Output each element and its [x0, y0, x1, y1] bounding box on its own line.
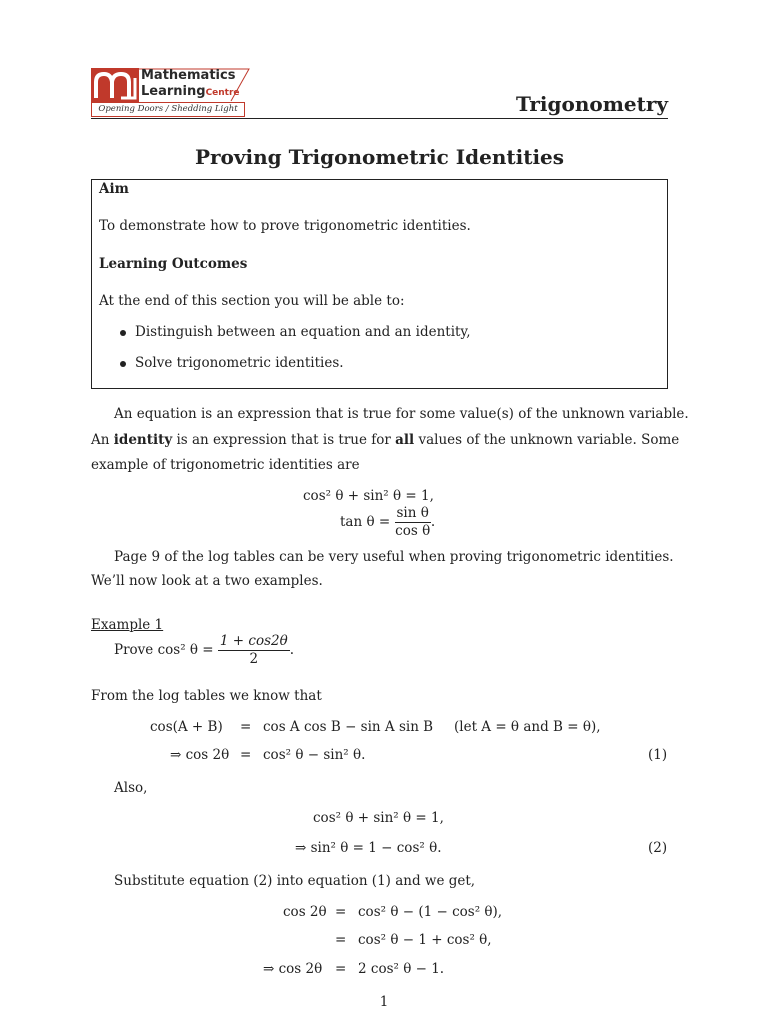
eq-t2-rhs: cos² θ − 1 + cos² θ, — [358, 932, 492, 948]
header-rule — [91, 118, 668, 119]
eq-s2: ⇒ sin² θ = 1 − cos² θ. — [295, 840, 442, 856]
intro-text: is an expression that is true for — [172, 432, 396, 448]
intro-text: An — [91, 432, 114, 448]
eq-t1-rhs: cos² θ − (1 − cos² θ), — [358, 904, 503, 920]
substitute-text: Substitute equation (2) into equation (1) and we get, — [114, 873, 476, 889]
logo-line2-suffix: Centre — [205, 88, 240, 98]
all-term: all — [395, 432, 415, 448]
eq-t3-lhs: ⇒ cos 2θ — [263, 961, 323, 977]
eq-r1-lhs: cos(A + B) — [150, 719, 223, 735]
outcomes-intro: At the end of this section you will be able to: — [99, 293, 405, 309]
logo-line1: Mathematics — [141, 68, 236, 83]
mlc-logo — [91, 68, 251, 117]
outcome-text: Distinguish between an equation and an identity, — [135, 324, 471, 340]
logtables-line-2: We’ll now look at a two examples. — [91, 573, 323, 589]
intro-line-2 — [91, 431, 679, 449]
outcome-item — [120, 354, 344, 372]
prove-prefix: Prove cos² θ = — [114, 642, 214, 658]
also-text: Also, — [114, 780, 148, 796]
eq-s1: cos² θ + sin² θ = 1, — [313, 810, 444, 826]
tangent-lhs: tan θ = — [340, 514, 391, 530]
aim-heading: Aim — [99, 181, 129, 197]
eq-sign: = — [240, 719, 252, 735]
aim-text: To demonstrate how to prove trigonometric identities. — [99, 218, 471, 234]
tangent-numerator: sin θ — [396, 505, 429, 521]
example-label: Example 1 — [91, 617, 164, 633]
eq-sign: = — [240, 747, 252, 763]
eq-t3-rhs: 2 cos² θ − 1. — [358, 961, 445, 977]
eq-sign: = — [335, 961, 347, 977]
example-numerator: 1 + cos2θ — [219, 633, 288, 649]
intro-line-1: An equation is an expression that is true for some value(s) of the unknown variable. — [114, 406, 689, 422]
eq-r1-note: (let A = θ and B = θ), — [454, 719, 601, 735]
equation-tag-2: (2) — [648, 840, 668, 856]
eq-t1-lhs: cos 2θ — [283, 904, 327, 920]
logo-line2 — [141, 84, 240, 99]
page-title: Proving Trigonometric Identities — [194, 145, 565, 169]
eq-r1-rhs: cos A cos B − sin A sin B — [263, 719, 434, 735]
bullet-icon — [120, 330, 126, 336]
identity-tangent: tan θ = $\frac{\text{sin θ}}{\text{cos θ}}$ . — [340, 505, 436, 539]
identity-pythagorean: cos² θ + sin² θ = 1, — [303, 488, 434, 504]
eq-sign: = — [335, 932, 347, 948]
eq-sign: = — [335, 904, 347, 920]
outcome-item — [120, 323, 471, 341]
logo-line2-main: Learning — [141, 84, 206, 99]
logtables-line-1: Page 9 of the log tables can be very useful when proving trigonometric identities. — [114, 549, 674, 565]
example-denominator: 2 — [249, 651, 259, 667]
identity-term: identity — [113, 432, 173, 448]
logo-tagline: Opening Doors / Shedding Light — [91, 102, 245, 117]
tangent-denominator: cos θ — [395, 523, 431, 539]
bullet-icon — [120, 361, 126, 367]
outcome-text: Solve trigonometric identities. — [135, 355, 344, 371]
example-statement: Prove cos² θ = $\frac{1 + \cos 2\theta}{2}$ . — [114, 633, 295, 667]
intro-text: values of the unknown variable. Some — [414, 432, 680, 448]
equation-tag-1: (1) — [648, 747, 668, 763]
example-fraction — [218, 633, 290, 668]
subject-title: Trigonometry — [515, 92, 668, 116]
tangent-fraction — [395, 505, 431, 540]
intro-line-3: example of trigonometric identities are — [91, 457, 360, 473]
from-tables-text: From the log tables we know that — [91, 688, 322, 704]
eq-r2-lhs: ⇒ cos 2θ — [170, 747, 230, 763]
page-number: 1 — [379, 994, 389, 1010]
outcomes-heading: Learning Outcomes — [99, 256, 248, 272]
eq-r2-rhs: cos² θ − sin² θ. — [263, 747, 366, 763]
